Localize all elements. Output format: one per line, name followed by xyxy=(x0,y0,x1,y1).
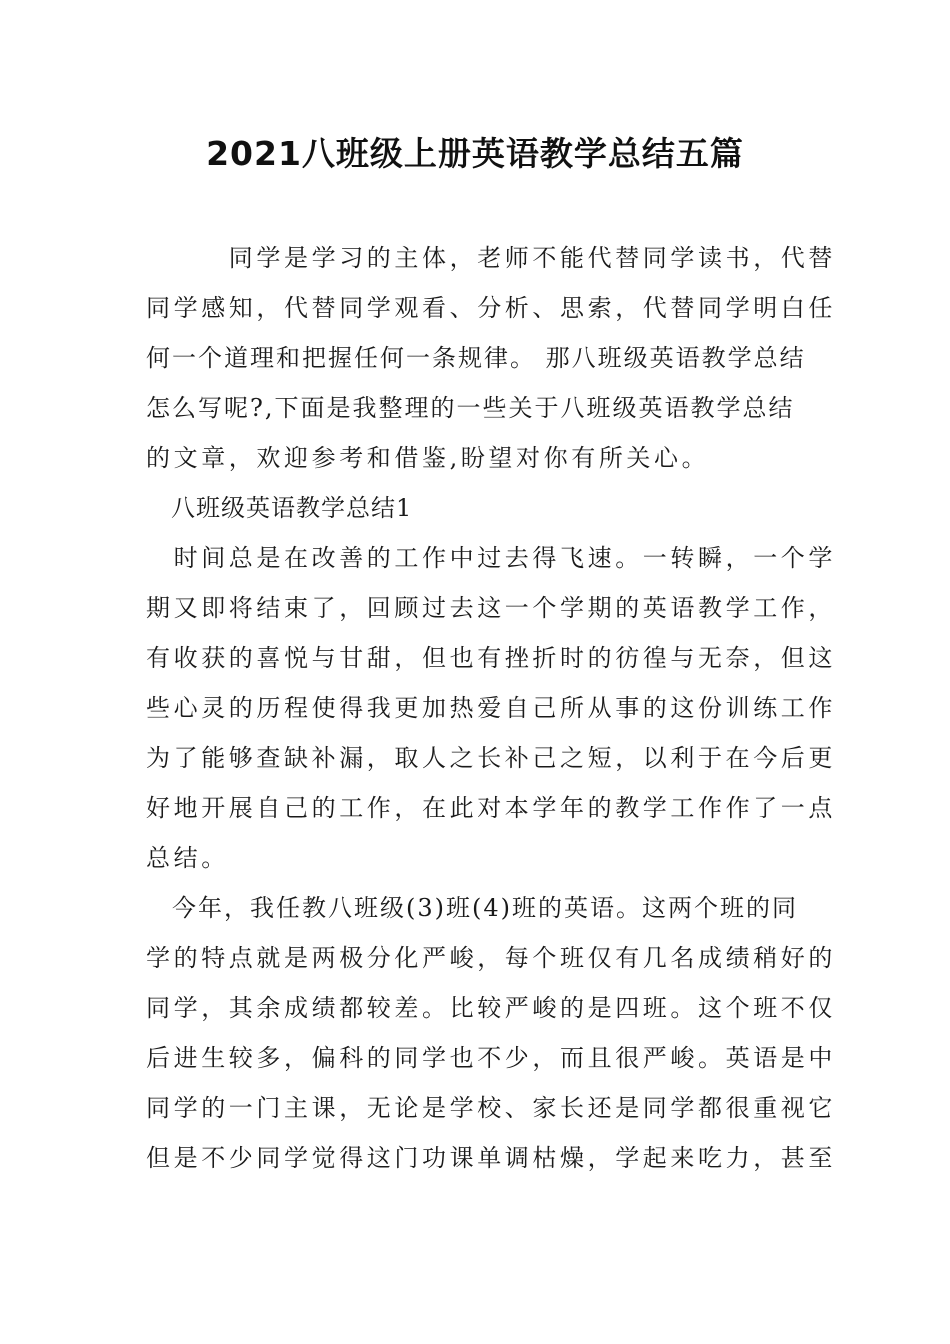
paragraph-line: 期又即将结束了，回顾过去这一个学期的英语教学工作， xyxy=(146,594,836,622)
paragraph-line: 总结。 xyxy=(146,844,229,872)
paragraph-line: 好地开展自己的工作，在此对本学年的教学工作作了一点 xyxy=(146,794,836,822)
paragraph-line: 为了能够查缺补漏，取人之长补己之短，以利于在今后更 xyxy=(146,744,836,772)
paragraph-line: 何一个道理和把握任何一条规律。 那八班级英语教学总结 xyxy=(146,344,806,372)
paragraph-line: 怎么写呢?,下面是我整理的一些关于八班级英语教学总结 xyxy=(146,394,795,422)
paragraph-line: 同学，其余成绩都较差。比较严峻的是四班。这个班不仅 xyxy=(146,994,836,1022)
paragraph-line: 的文章，欢迎参考和借鉴,盼望对你有所关心。 xyxy=(146,444,710,472)
paragraph-line: 同学感知，代替同学观看、分析、思索，代替同学明白任 xyxy=(146,294,836,322)
section-heading: 八班级英语教学总结1 xyxy=(146,494,413,522)
paragraph-line: 同学是学习的主体，老师不能代替同学读书，代替 xyxy=(146,244,836,272)
paragraph-line: 后进生较多，偏科的同学也不少，而且很严峻。英语是中 xyxy=(146,1044,836,1072)
paragraph-line: 些心灵的历程使得我更加热爱自己所从事的这份训练工作 xyxy=(146,694,836,722)
paragraph-line: 但是不少同学觉得这门功课单调枯燥，学起来吃力，甚至 xyxy=(146,1144,836,1172)
paragraph-line: 今年，我任教八班级(3)班(4)班的英语。这两个班的同 xyxy=(146,894,798,922)
paragraph-line: 学的特点就是两极分化严峻，每个班仅有几名成绩稍好的 xyxy=(146,944,836,972)
paragraph-line: 时间总是在改善的工作中过去得飞速。一转瞬，一个学 xyxy=(146,544,836,572)
paragraph-line: 同学的一门主课，无论是学校、家长还是同学都很重视它 xyxy=(146,1094,836,1122)
document-title: 2021八班级上册英语教学总结五篇 xyxy=(206,134,744,173)
paragraph-line: 有收获的喜悦与甘甜，但也有挫折时的彷徨与无奈，但这 xyxy=(146,644,836,672)
